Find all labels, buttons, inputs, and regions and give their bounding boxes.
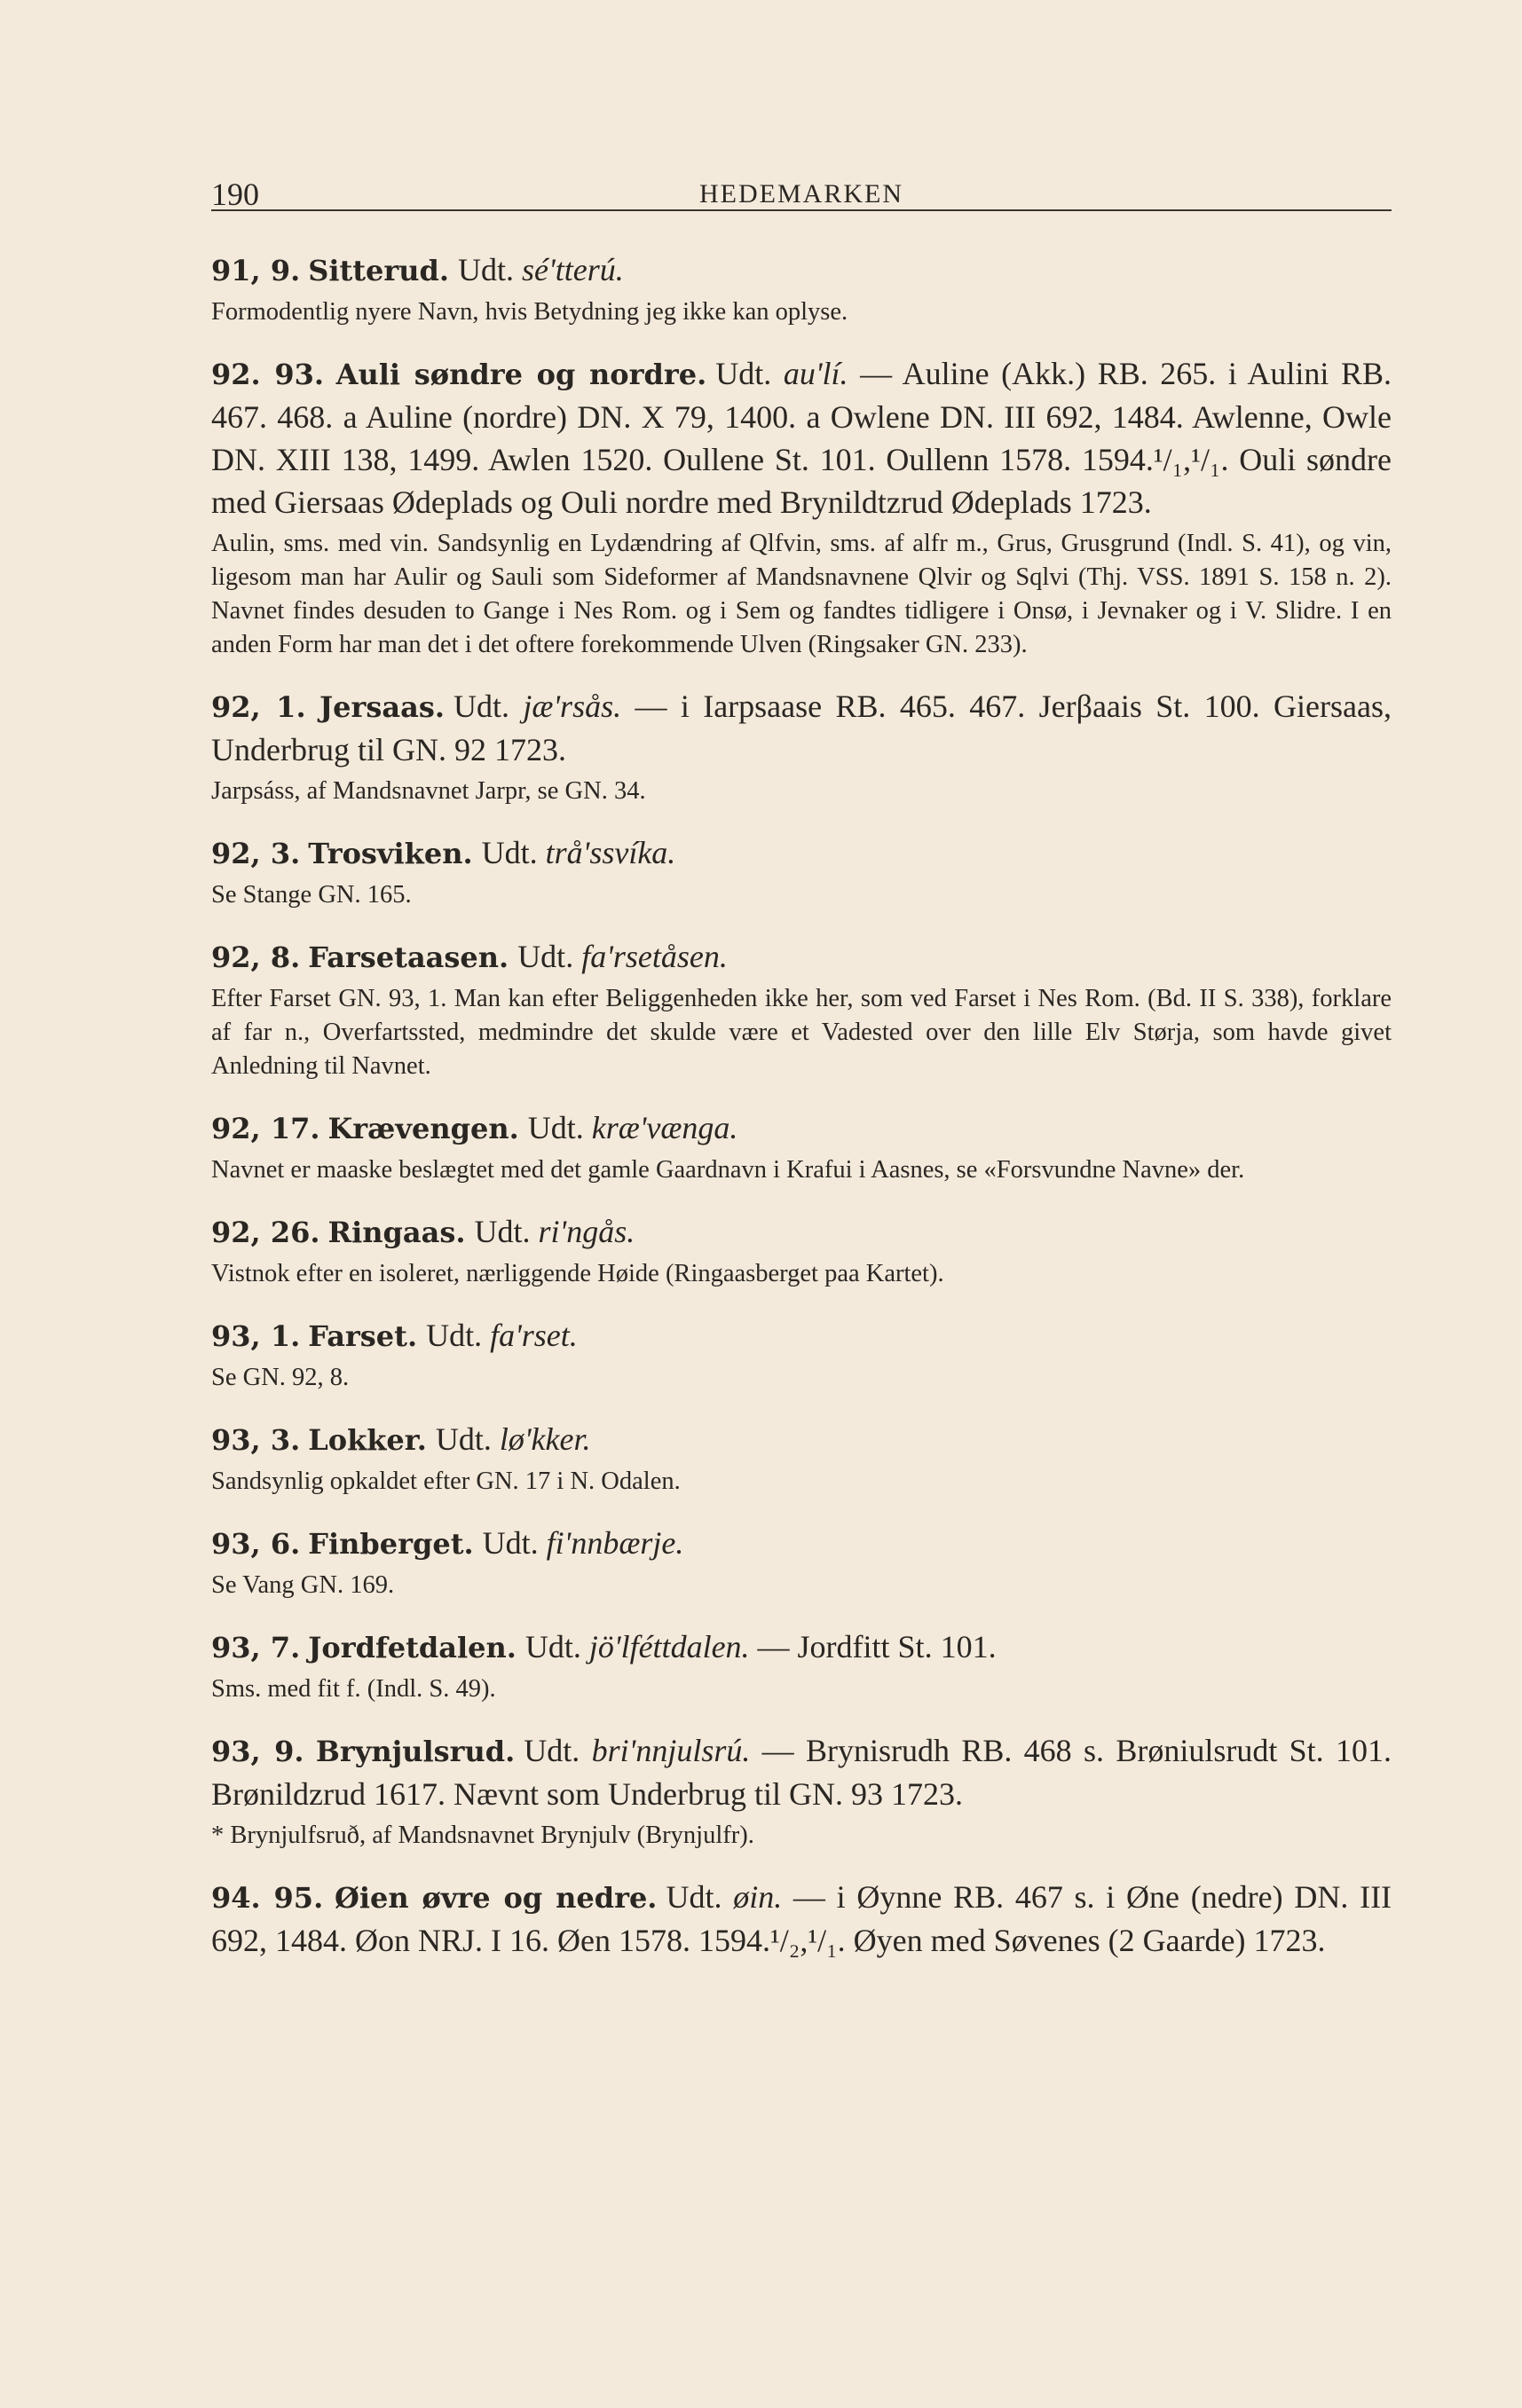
udt-label: Udt. <box>524 1733 580 1768</box>
entry-number: 93, 9. <box>211 1735 304 1768</box>
entry-heading <box>211 352 1392 523</box>
entry <box>211 831 1392 912</box>
entry <box>211 248 1392 329</box>
pronunciation: fi'nnbærje. <box>546 1525 684 1561</box>
pronunciation: kræ'vænga. <box>591 1110 738 1145</box>
entry-heading <box>211 1876 1392 1962</box>
page-header <box>211 174 1392 211</box>
entry-number: 92, 17. <box>211 1112 320 1145</box>
entry <box>211 1210 1392 1291</box>
udt-label: Udt. <box>666 1879 722 1915</box>
entry-note: Se GN. 92, 8. <box>211 1364 350 1391</box>
entry <box>211 1625 1392 1706</box>
entry-heading <box>211 831 1392 875</box>
entry-heading <box>211 1522 1392 1565</box>
entry-note: Sms. med fit f. (Indl. S. 49). <box>211 1675 496 1703</box>
udt-label: Udt. <box>527 1110 584 1145</box>
entry-note: * Brynjulfsruð, af Mandsnavnet Brynjulv (Brynjulfr). <box>211 1822 754 1849</box>
entry-name: Finberget. <box>308 1527 474 1561</box>
entry-number: 93, 3. <box>211 1423 301 1457</box>
pronunciation: fa'rset. <box>490 1318 578 1353</box>
entry-forms: — i Iarpsaase RB. 465. 467. Jerβaais St. 100. Giersaas, Underbrug til GN. 92 1723. <box>211 689 1392 767</box>
entry <box>211 1522 1392 1602</box>
entry-name: Brynjulsrud. <box>315 1735 516 1768</box>
udt-label: Udt. <box>435 1421 492 1457</box>
entry-name: Jersaas. <box>319 690 445 724</box>
entry-note: Se Stange GN. 165. <box>211 881 412 909</box>
udt-label: Udt. <box>524 1629 581 1664</box>
entry-name: Ringaas. <box>327 1216 466 1249</box>
udt-label: Udt. <box>426 1318 483 1353</box>
udt-label: Udt. <box>481 835 538 870</box>
entry-heading <box>211 685 1392 771</box>
entry <box>211 1314 1392 1395</box>
entry-forms: — Brynisrudh RB. 468 s. Brøniulsrudt St. 101. Brønildzrud 1617. Nævnt som Underbrug til GN. 93 1723. <box>211 1733 1392 1812</box>
entry-note: Aulin, sms. med vin. Sandsynlig en Lydændring af Qlfvin, sms. af alfr m., Grus, Grusgrund (Indl. S. 41), og vin, ligesom man har Aulir og Sauli som Sideformer af Mandsnavnene Qlvir og Sqlvi (Thj. VSS. 1891 S. 158 n. 2). Navnet findes desuden to Gange i Nes Rom. og i Sem og fandtes tidligere i Onsø, i Jevnaker og i V. Slidre. I en anden Form har man det i det oftere forekommende Ulven (Ringsaker GN. 233). <box>211 530 1392 658</box>
pronunciation: jö'lféttdalen. <box>588 1629 750 1664</box>
entry <box>211 935 1392 1083</box>
entry <box>211 1418 1392 1499</box>
entry-number: 92, 1. <box>211 690 306 724</box>
entry-note: Se Vang GN. 169. <box>211 1571 395 1599</box>
entry <box>211 352 1392 662</box>
pronunciation: lø'kker. <box>499 1421 591 1457</box>
entry-number: 92, 3. <box>211 837 301 870</box>
pronunciation: au'lí. <box>783 356 848 391</box>
entry-number: 94. 95. <box>211 1881 324 1915</box>
entry-number: 92. 93. <box>211 358 325 391</box>
entry <box>211 1729 1392 1853</box>
entry-note: Formodentlig nyere Navn, hvis Betydning jeg ikke kan oplyse. <box>211 298 848 326</box>
entry <box>211 1876 1392 1962</box>
udt-label: Udt. <box>474 1214 531 1249</box>
entry-name: Lokker. <box>308 1423 427 1457</box>
entry-name: Farsetaasen. <box>308 940 509 974</box>
entry-number: 93, 1. <box>211 1319 301 1353</box>
entry-name: Farset. <box>308 1319 418 1353</box>
pronunciation: sé'tterú. <box>522 252 624 287</box>
entry-heading <box>211 1210 1392 1254</box>
entry-number: 92, 8. <box>211 940 301 974</box>
entry-heading <box>211 1729 1392 1815</box>
entry-note: Efter Farset GN. 93, 1. Man kan efter Beliggenheden ikke her, som ved Farset i Nes Rom. (Bd. II S. 338), forklare af far n., Overfartssted, medmindre det skulde være et Vadested over den lille Elv Størja, som havde givet Anledning til Navnet. <box>211 985 1392 1080</box>
page-number: 190 <box>211 177 259 212</box>
entry-number: 93, 7. <box>211 1631 301 1664</box>
entry-note: Jarpsáss, af Mandsnavnet Jarpr, se GN. 34. <box>211 777 646 805</box>
entry-forms: — Jordfitt St. 101. <box>749 1629 997 1664</box>
entry <box>211 1106 1392 1187</box>
entry-heading <box>211 1314 1392 1357</box>
entry-note: Vistnok efter en isoleret, nærliggende Høide (Ringaasberget paa Kartet). <box>211 1260 944 1287</box>
entry-heading <box>211 1106 1392 1150</box>
entry-note: Sandsynlig opkaldet efter GN. 17 i N. Odalen. <box>211 1468 681 1495</box>
entry-number: 93, 6. <box>211 1527 301 1561</box>
entry-name: Øien øvre og nedre. <box>334 1881 658 1915</box>
entry-heading <box>211 1418 1392 1461</box>
udt-label: Udt. <box>482 1525 539 1561</box>
pronunciation: ri'ngås. <box>538 1214 635 1249</box>
entry-name: Trosviken. <box>308 837 473 870</box>
entry-number: 92, 26. <box>211 1216 320 1249</box>
udt-label: Udt. <box>715 356 772 391</box>
pronunciation: øin. <box>733 1879 783 1915</box>
running-title: HEDEMARKEN <box>699 179 903 209</box>
entry-name: Jordfetdalen. <box>308 1631 517 1664</box>
entry-heading <box>211 1625 1392 1669</box>
entry-forms: — i Øynne RB. 467 s. i Øne (nedre) DN. III 692, 1484. Øon NRJ. I 16. Øen 1578. 1594.¹/₂,¹/₁. Øyen med Søvenes (2 Gaarde) 1723. <box>211 1879 1392 1958</box>
udt-label: Udt. <box>453 689 509 724</box>
entry-name: Sitterud. <box>308 254 450 287</box>
entry-note: Navnet er maaske beslægtet med det gamle Gaardnavn i Krafui i Aasnes, se «Forsvundne Navne» der. <box>211 1156 1245 1184</box>
entries-list <box>211 248 1392 1985</box>
pronunciation: fa'rsetåsen. <box>581 939 728 974</box>
entry-heading <box>211 248 1392 292</box>
udt-label: Udt. <box>458 252 515 287</box>
entry-name: Auli søndre og nordre. <box>335 358 707 391</box>
pronunciation: jæ'rsås. <box>523 689 622 724</box>
pronunciation: trå'ssvíka. <box>545 835 676 870</box>
pronunciation: bri'nnjulsrú. <box>591 1733 751 1768</box>
entry-forms: — Auline (Akk.) RB. 265. i Aulini RB. 467. 468. a Auline (nordre) DN. X 79, 1400. a Owlene DN. III 692, 1484. Awlenne, Owle DN. XIII 138, 1499. Awlen 1520. Oullene St. 101. Oullenn 1578. 1594.¹/₁,¹/₁. Ouli søndre med Giersaas Ødeplads og Ouli nordre med Brynildtzrud Ødeplads 1723. <box>211 356 1392 520</box>
udt-label: Udt. <box>517 939 574 974</box>
entry <box>211 685 1392 808</box>
entry-number: 91, 9. <box>211 254 301 287</box>
entry-heading <box>211 935 1392 979</box>
entry-name: Krævengen. <box>327 1112 519 1145</box>
